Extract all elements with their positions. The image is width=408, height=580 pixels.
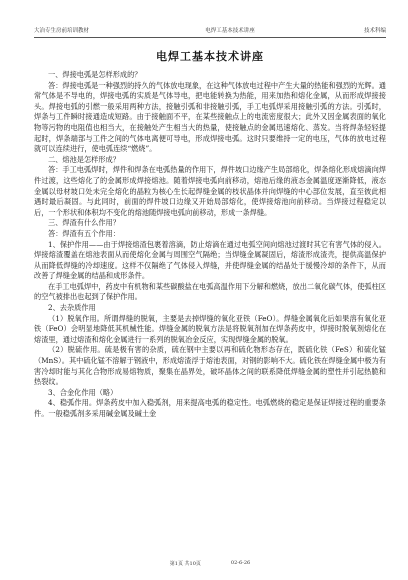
paragraph: 答：焊接电弧是一种强烈的持久的气体放电现象，在这种气体放电过程中产生大量的热能和强烈的光辉。通常气体是不导电的，焊接电弧的实质是气体导电，把电能转换为热能，用来加热和熔化金属，从而形成焊接接头。焊接电弧的引燃一般采用两种方法，接触引弧和非接触引弧，手工电弧焊采用接触引弧的方法。引弧时，焊条与工件瞬时接通造成短路。由于接触面不平，在某些接触点上的电流密度很大；此外又因金属表面的氧化物等污物的电阻值也相当大，在接触处产生相当大的热量，使接触点的金属迅速熔化、蒸发。当将焊条轻轻提起时，焊条端部与工件之间的气体电离便可导电，形成焊接电弧。这时只要维持一定的电压，气体的放电过程就可以连续进行，使电弧连续“燃烧”。 — [34, 80, 386, 154]
footer-date: 02-6-26 — [230, 560, 251, 566]
page-content — [34, 44, 386, 552]
subsection-heading: 2、去杂质作用 — [48, 303, 96, 313]
header-right: 技术科编 — [363, 28, 386, 34]
section-heading: 一、焊接电弧是怎样形成的？ — [48, 70, 142, 79]
paragraph: 答：手工电弧焊时，焊件和焊条在电弧热量的作用下，焊件坡口边缘产生局部熔化，焊条熔化形成熔滴向焊件过渡，这些熔化了的金属形成焊接熔池。随着焊接电弧向前移动，熔池后缘的液态金属温度逐渐降低，液态金属以母材坡口处未完全熔化的晶粒为核心生长起焊缝金属的枝状晶体并向焊缝的中心部位发展，直至彼此相遇时最后凝固。与此同时，前面的焊件坡口边缘又开始局部熔化，使焊接熔池向前移动。当焊接过程稳定以后，一个形状和体积均不变化的熔池随焊接电弧向前移动，形成一条焊缝。 — [34, 165, 386, 217]
document-body — [34, 70, 386, 420]
paragraph: （1）脱氧作用。所谓焊缝的脱氧，主要是去掉焊缝的氧化亚铁（FeO）。焊缝金属氧化后如果溶有氧化亚铁（FeO）会明显地降低其机械性能。焊缝金属的脱氧方法是将脱氧剂加在焊条药皮中，焊接时脱氧剂熔化在熔渣里，通过熔渣和熔化金属进行一系列的脱氧冶金反应，实现焊缝金属的脱氧。 — [34, 313, 386, 344]
paragraph: 1、保护作用——由于焊接熔渣包裹着溶滴，防止熔滴在通过电弧空间向熔池过渡时其它有害气体的侵入。焊接熔渣覆盖在熔池表面从而使熔化金属与周围空气隔绝；当焊缝金属凝固后，熔渣形成渣壳，提供高温保护从而降低焊缝的冷却速度。这样不仅隔绝了气体侵入焊缝，并使焊缝金属的结晶处于缓慢冷却的条件下，从而改善了焊缝金属的结晶和成形条件。 — [34, 239, 386, 281]
paragraph: 4、稳弧作用。焊条药皮中加入稳弧剂，用来提高电弧的稳定性。电弧燃烧的稳定是保证焊接过程的重要条件。一般稳弧剂多采用碱金属及碱土金 — [34, 398, 386, 418]
subsection-heading: 3、合金化作用（略） — [48, 387, 118, 397]
page-header — [34, 0, 386, 38]
paragraph: （2）脱硫作用。硫是极有害的杂质，硫在钢中主要以再和硫化物形态存在，既硫化铁（FeS）和硫化锰（MnS）。其中硫化锰不溶解于钢液中，形成熔渣浮于熔池表面，对钢的影响不大。硫化铁在焊缝金属中极为有害冷却时能与其化合物形成易熔物质，聚集在晶界处，破坏晶体之间的联系降低焊缝金属的塑性并引起热脆和热裂纹。 — [34, 345, 386, 387]
section-heading: 三、焊渣有什么作用？ — [48, 218, 120, 228]
header-center: 电焊工基本技术讲座 — [205, 28, 255, 34]
page-number: 第1页 共10页 — [169, 561, 201, 567]
document-title: 电焊工基本技术讲座 — [156, 50, 264, 63]
subsection-heading: 答：焊渣有五个作用： — [48, 228, 120, 238]
section-heading: 二、熔池是怎样形成？ — [48, 154, 120, 164]
paragraph: 在手工电弧焊中，药皮中有机物和某些碳酸盐在电弧高温作用下分解和燃烧，放出二氧化碳气体，使弧柱区的空气被排出也起到了保护作用。 — [34, 281, 386, 302]
page-footer — [34, 560, 386, 572]
header-left: 大冶专生房前培训教材 — [34, 28, 90, 34]
